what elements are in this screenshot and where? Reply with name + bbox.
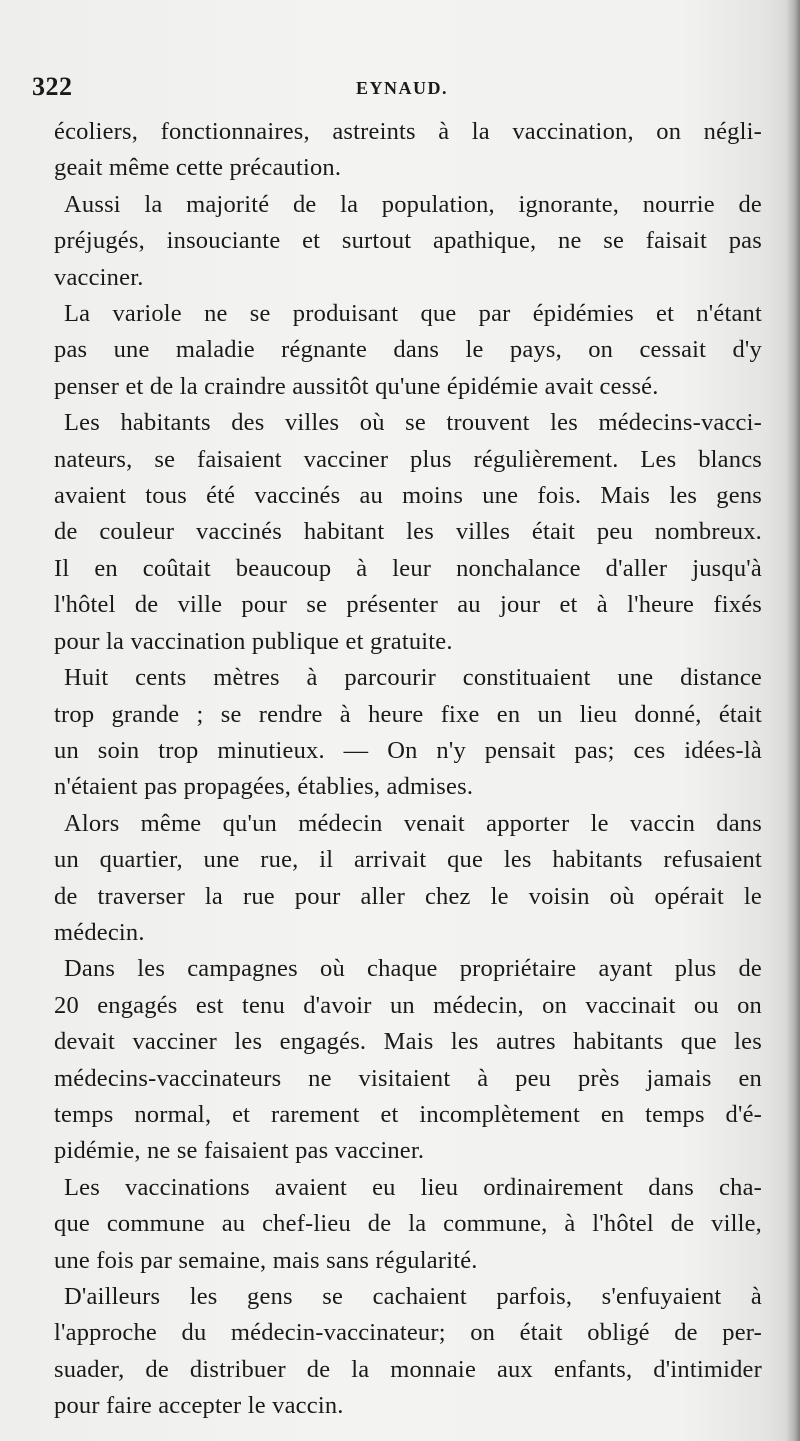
text-line: Alors même qu'un médecin venait apporter le vaccin dans	[64, 809, 762, 837]
text-line: Les habitants des villes où se trouvent les médecins-vacci-	[64, 409, 762, 437]
text-line: penser et de la craindre aussitôt qu'une épidémie avait cessé.	[54, 372, 659, 400]
text-line: trop grande ; se rendre à heure fixe en un lieu donné, était	[54, 700, 762, 728]
text-line: Il en coûtait beaucoup à leur nonchalance d'aller jusqu'à	[54, 554, 762, 582]
text-line: Dans les campagnes où chaque propriétaire ayant plus de	[64, 955, 762, 983]
text-line: pas une maladie régnante dans le pays, on cessait d'y	[54, 336, 762, 364]
text-line: suader, de distribuer de la monnaie aux enfants, d'intimider	[54, 1355, 762, 1383]
page-number: 322	[32, 72, 73, 101]
text-line: de couleur vaccinés habitant les villes était peu nombreux.	[54, 518, 762, 546]
text-line: avaient tous été vaccinés au moins une fois. Mais les gens	[54, 482, 762, 510]
body-text	[54, 114, 762, 1425]
text-line: temps normal, et rarement et incomplètement en temps d'é-	[54, 1100, 762, 1128]
text-line: que commune au chef-lieu de la commune, à l'hôtel de ville,	[54, 1210, 762, 1238]
text-line: médecins-vaccinateurs ne visitaient à peu près jamais en	[54, 1064, 762, 1092]
text-line: Les vaccinations avaient eu lieu ordinairement dans cha-	[64, 1173, 762, 1201]
text-line: médecin.	[54, 918, 145, 946]
text-line: pour faire accepter le vaccin.	[54, 1392, 344, 1420]
text-line: devait vacciner les engagés. Mais les autres habitants que les	[54, 1028, 762, 1056]
text-line: n'étaient pas propagées, établies, admises.	[54, 773, 474, 801]
text-line: écoliers, fonctionnaires, astreints à la vaccination, on négli-	[54, 118, 762, 145]
text-line: geait même cette précaution.	[54, 154, 342, 182]
page-binding-shadow	[786, 0, 800, 1441]
text-line: D'ailleurs les gens se cachaient parfois, s'enfuyaient à	[64, 1283, 762, 1310]
text-line: l'approche du médecin-vaccinateur; on était obligé de per-	[54, 1319, 762, 1347]
text-line: une fois par semaine, mais sans régularité.	[54, 1246, 478, 1274]
text-line: un soin trop minutieux. — On n'y pensait pas; ces idées-là	[54, 736, 762, 764]
text-line: pidémie, ne se faisaient pas vacciner.	[54, 1137, 425, 1165]
text-line: La variole ne se produisant que par épidémies et n'étant	[64, 300, 762, 328]
text-line: nateurs, se faisaient vacciner plus régulièrement. Les blancs	[54, 445, 762, 473]
text-line: vacciner.	[54, 263, 144, 291]
text-line: de traverser la rue pour aller chez le voisin où opérait le	[54, 882, 762, 910]
text-line: pour la vaccination publique et gratuite.	[54, 627, 453, 655]
text-line: 20 engagés est tenu d'avoir un médecin, on vaccinait ou on	[54, 991, 762, 1019]
text-line: préjugés, insouciante et surtout apathique, ne se faisait pas	[54, 227, 762, 255]
text-line: un quartier, une rue, il arrivait que les habitants refusaient	[54, 846, 762, 874]
text-line: Huit cents mètres à parcourir constituaient une distance	[64, 664, 762, 692]
page-header	[32, 72, 760, 106]
running-head: EYNAUD.	[356, 78, 449, 98]
text-line: Aussi la majorité de la population, ignorante, nourrie de	[64, 190, 762, 218]
text-line: l'hôtel de ville pour se présenter au jour et à l'heure fixés	[54, 591, 762, 619]
